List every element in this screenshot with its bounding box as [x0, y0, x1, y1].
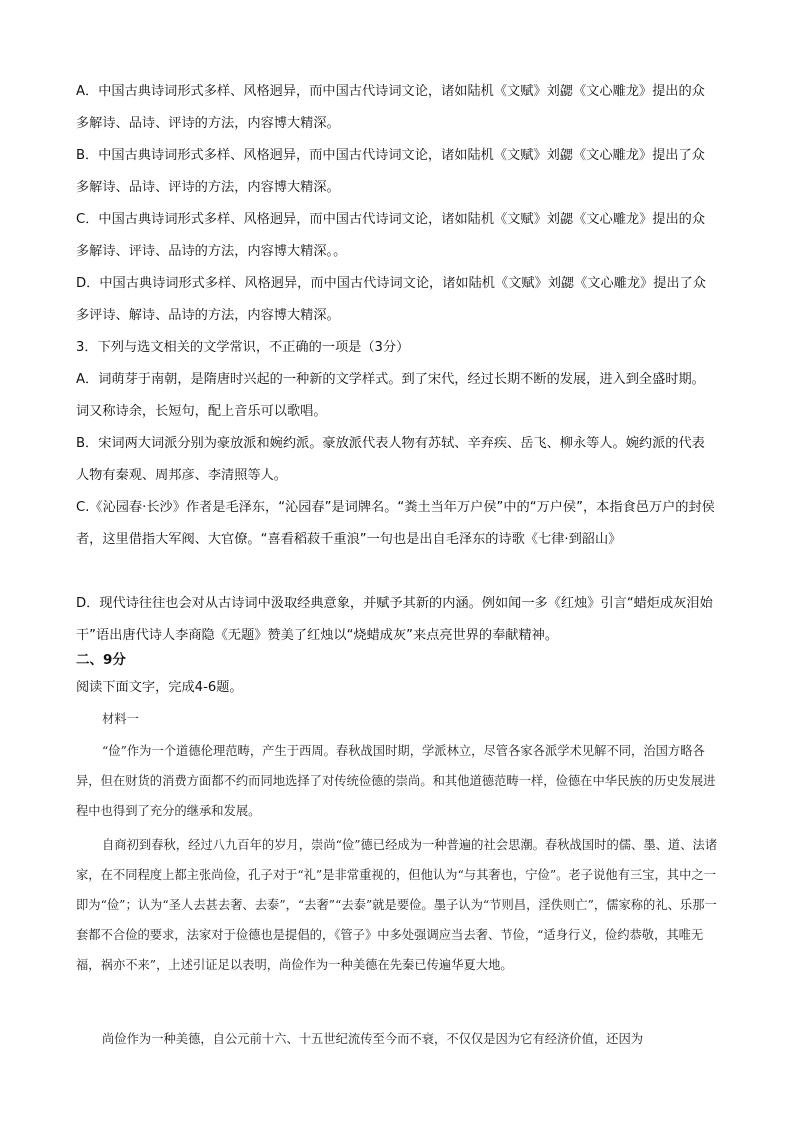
- q2-option-c: C．中国古典诗词形式多样、风格迥异，而中国古代诗词文论，诸如陆机《文赋》刘勰《文心雕龙》提出的众多解诗、评诗、品诗的方法，内容博大精深。。: [76, 212, 706, 259]
- q3-stem: 3．下列与选文相关的文学常识，不正确的一项是（3分）: [76, 340, 410, 355]
- q2-option-d: D．中国古典诗词形式多样、风格迥异，而中国古代诗词文论，诸如陆机《文赋》刘勰《文心雕龙》提出了众多评诗、解诗、品诗的方法，内容博大精深。: [76, 276, 706, 323]
- material-paragraph-3: 尚俭作为一种美德，自公元前十六、十五世纪流传至今而不衰，不仅仅是因为它有经济价值，还因为: [102, 1032, 644, 1046]
- section-heading: 二、9分: [76, 652, 126, 668]
- q3-option-c: C.《沁园春·长沙》作者是毛泽东，“沁园春”是词牌名。“粪土当年万户侯”中的“万户侯”，本指食邑万户的封侯者，这里借指大军阀、大官僚。“喜看稻菽千重浪”一句也是出自毛泽东的诗歌《七律·到韶山》: [76, 500, 715, 547]
- section-instruction: 阅读下面文字，完成4-6题。: [76, 680, 243, 695]
- material-paragraph-1: “俭”作为一个道德伦理范畴，产生于西周。春秋战国时期，学派林立，尽管各家各派学术见解不同，治国方略各异，但在财货的消费方面都不约而同地选择了对传统俭德的崇尚。和其他道德范畴一样，俭德在中华民族的历史发展进程中也得到了充分的继承和发展。: [76, 744, 716, 818]
- q2-option-a: A．中国古典诗词形式多样、风格迥异，而中国古代诗词文论，诸如陆机《文赋》刘勰《文心雕龙》提出的众多解诗、品诗、评诗的方法，内容博大精深。: [76, 84, 705, 131]
- q3-option-d: D．现代诗往往也会对从古诗词中汲取经典意象，并赋予其新的内涵。例如闻一多《红烛》引言“蜡炬成灰泪始干”语出唐代诗人李商隐《无题》赞美了红烛以“烧蜡成灰”来点亮世界的奉献精神。: [76, 596, 713, 643]
- material-label: 材料一: [102, 712, 139, 726]
- material-paragraph-2: 自商初到春秋，经过八九百年的岁月，崇尚“俭”德已经成为一种普遍的社会思潮。春秋战国时的儒、墨、道、法诸家，在不同程度上都主张尚俭，孔子对于“礼”是非常重视的，但他认为“与其奢也，宁俭”。老子说他有三宝，其中之一即为“俭”；认为“圣人去甚去奢、去泰”，“去奢”“去泰”就是要俭。墨子认为“节则昌，淫佚则亡”，儒家称的礼、乐那一套都不合俭的要求，法家对于俭德也是提倡的，《管子》中多处强调应当去奢、节俭，“适身行义，俭约恭敬，其唯无福，祸亦不来”，上述引证足以表明，尚俭作为一种美德在先秦已传遍华夏大地。: [76, 838, 718, 972]
- q3-option-a: A．词萌芽于南朝，是隋唐时兴起的一种新的文学样式。到了宋代，经过长期不断的发展，进入到全盛时期。词又称诗余，长短句，配上音乐可以歌唱。: [76, 372, 705, 419]
- q2-option-b: B．中国古典诗词形式多样、风格迥异，而中国古代诗词文论，诸如陆机《文赋》刘勰《文心雕龙》提出了众多解诗、品诗、评诗的方法，内容博大精深。: [76, 148, 705, 195]
- q3-option-b: B．宋词两大词派分别为豪放派和婉约派。豪放派代表人物有苏轼、辛弃疾、岳飞、柳永等人。婉约派的代表人物有秦观、周邦彦、李清照等人。: [76, 436, 705, 483]
